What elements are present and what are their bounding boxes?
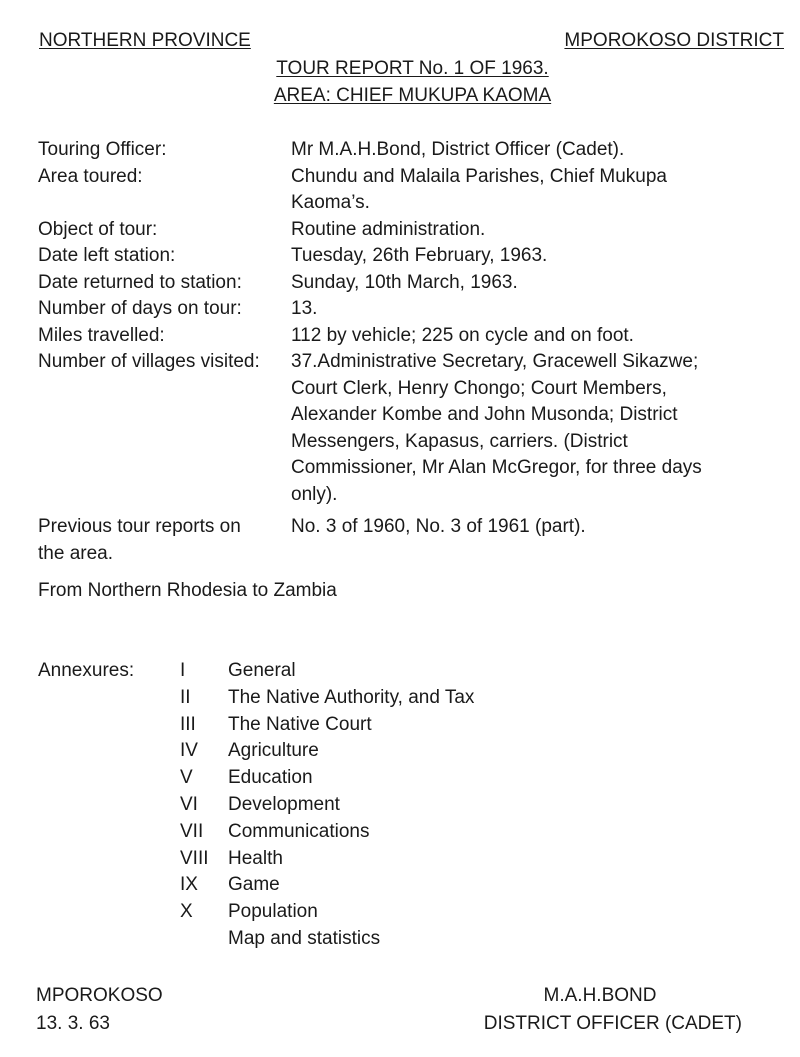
annex-number: II <box>180 686 191 708</box>
annex-title: Agriculture <box>228 740 319 762</box>
annex-number: X <box>180 901 193 923</box>
detail-value: Chundu and Malaila Parishes, Chief Mukupa Kaoma’s. <box>291 165 667 213</box>
annex-item <box>180 712 474 739</box>
header-district: MPOROKOSO DISTRICT <box>564 30 784 51</box>
annex-number <box>180 926 228 953</box>
annex-title: General <box>228 660 296 681</box>
detail-value-line: Court Clerk, Henry Chongo; Court Members, <box>291 377 667 399</box>
annex-number: III <box>180 713 196 735</box>
annex-item <box>180 658 474 685</box>
detail-value: Mr M.A.H.Bond, District Officer (Cadet). <box>291 139 625 160</box>
annex-title: Education <box>228 767 313 789</box>
detail-value-line: 37.Administrative Secretary, Gracewell Sikazwe; <box>291 351 699 372</box>
detail-row <box>38 323 788 350</box>
detail-value: Tuesday, 26th February, 1963. <box>291 245 548 266</box>
annex-item <box>180 685 474 712</box>
detail-row <box>38 243 788 270</box>
detail-row <box>38 137 788 164</box>
annexures-label: Annexures: <box>38 660 135 681</box>
previous-reports-value: No. 3 of 1960, No. 3 of 1961 (part). <box>291 516 586 537</box>
annex-title: The Native Authority, and Tax <box>228 686 475 708</box>
detail-value: Routine administration. <box>291 218 486 240</box>
annex-title: The Native Court <box>228 713 372 735</box>
detail-label: Touring Officer: <box>38 139 167 160</box>
detail-row <box>38 349 788 508</box>
annex-number: I <box>180 660 186 681</box>
annex-title: Communications <box>228 820 370 842</box>
annex-number: VIII <box>180 847 209 869</box>
document-subtitle: From Northern Rhodesia to Zambia <box>38 580 337 601</box>
report-title: TOUR REPORT No. 1 OF 1963. <box>276 58 549 79</box>
annex-item <box>180 872 474 899</box>
signatory-name: M.A.H.BOND <box>543 985 657 1006</box>
annex-number: VII <box>180 820 204 842</box>
detail-value-line: only). <box>291 483 338 505</box>
previous-reports-label-line: the area. <box>38 542 113 564</box>
tour-details <box>38 137 788 508</box>
annex-title: Game <box>228 874 280 896</box>
annex-item <box>180 819 474 846</box>
detail-label: Object of tour: <box>38 218 158 240</box>
header-province: NORTHERN PROVINCE <box>39 30 251 51</box>
footer-place: MPOROKOSO <box>36 985 163 1006</box>
annex-title: Population <box>228 901 318 923</box>
detail-row <box>38 296 788 323</box>
annex-number: V <box>180 767 193 789</box>
detail-value-line: Commissioner, Mr Alan McGregor, for three days <box>291 457 702 478</box>
detail-label: Date left station: <box>38 245 176 266</box>
annex-item <box>180 846 474 873</box>
detail-label: Date returned to station: <box>38 271 242 293</box>
detail-label: Area toured: <box>38 165 143 187</box>
detail-value: 112 by vehicle; 225 on cycle and on foot. <box>291 324 634 346</box>
annexures-list <box>180 658 474 953</box>
previous-reports-label <box>38 514 291 567</box>
detail-value-multiline <box>291 349 751 508</box>
detail-value-line: Messengers, Kapasus, carriers. (District <box>291 430 628 452</box>
detail-value: Sunday, 10th March, 1963. <box>291 271 518 293</box>
annex-number: IX <box>180 874 198 896</box>
annex-item <box>180 738 474 765</box>
annex-number: IV <box>180 740 198 762</box>
annex-item <box>180 926 474 953</box>
detail-row <box>38 217 788 244</box>
annex-item <box>180 765 474 792</box>
detail-value-line: Alexander Kombe and John Musonda; District <box>291 404 678 425</box>
annex-title: Health <box>228 847 283 869</box>
footer-date: 13. 3. 63 <box>36 1013 110 1034</box>
annex-title: Map and statistics <box>228 927 381 949</box>
detail-value: 13. <box>291 298 318 319</box>
detail-row <box>38 164 788 217</box>
previous-reports <box>38 514 788 567</box>
detail-label: Number of days on tour: <box>38 298 242 319</box>
signatory-title: DISTRICT OFFICER (CADET) <box>483 1013 742 1034</box>
annex-title: Development <box>228 793 340 815</box>
detail-label: Number of villages visited: <box>38 351 260 372</box>
report-area: AREA: CHIEF MUKUPA KAOMA <box>273 85 552 106</box>
previous-reports-label-line: Previous tour reports on <box>38 516 241 537</box>
annex-item <box>180 899 474 926</box>
annex-number: VI <box>180 793 198 815</box>
detail-label: Miles travelled: <box>38 324 165 346</box>
annex-item <box>180 792 474 819</box>
detail-row <box>38 270 788 297</box>
